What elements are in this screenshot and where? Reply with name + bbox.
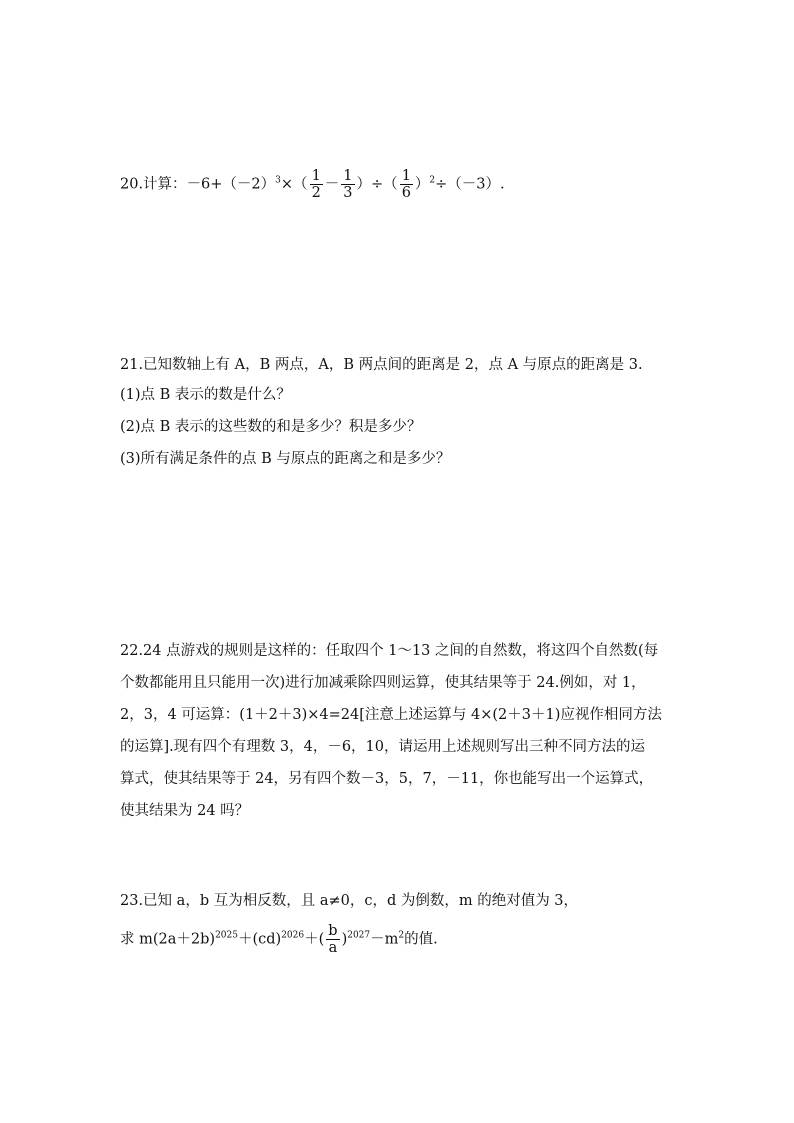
fraction-denominator: 3: [343, 185, 353, 201]
question-21-stem: 21.已知数轴上有 A，B 两点，A，B 两点间的距离是 2，点 A 与原点的距离是 3.: [120, 357, 643, 373]
fraction-numerator: 1: [343, 168, 353, 184]
fraction-numerator: 1: [401, 168, 411, 184]
question-23-line-2: [120, 923, 438, 956]
fraction-b-over-a: [326, 923, 339, 956]
fraction-one-sixth: [400, 168, 413, 201]
q23-exponent-2: 2: [398, 930, 405, 941]
fraction-numerator: 1: [311, 168, 321, 184]
question-22-line-4: 的运算].现有四个有理数 3，4，－6，10，请运用上述规则写出三种不同方法的运: [120, 739, 645, 755]
fraction-denominator: 6: [401, 185, 411, 201]
q23-exponent-2025: 2025: [215, 930, 238, 941]
q23-expr-a: 求 m(2a＋2b): [120, 931, 216, 948]
q23-expr-b: ＋(cd): [237, 931, 282, 948]
question-21-sub-1: (1)点 B 表示的数是什么？: [120, 387, 291, 403]
q20-exponent-3: 3: [275, 175, 281, 186]
fraction-numerator: b: [328, 923, 338, 939]
q20-minus: －: [324, 176, 340, 193]
q23-expr-c: ＋(: [304, 931, 325, 948]
q23-expr-d: ): [341, 931, 348, 948]
question-23-line-1: 23.已知 a，b 互为相反数，且 a≠0，c，d 为倒数，m 的绝对值为 3，: [120, 893, 579, 909]
question-22-line-3: 2，3，4 可运算：(1＋2＋3)×4=24[注意上述运算与 4×(2＋3＋1)应视作相同方法: [120, 707, 662, 723]
q23-expr-g: 的值.: [404, 931, 438, 948]
question-20: [120, 168, 505, 201]
q23-exponent-2026: 2026: [281, 930, 305, 941]
question-22-line-1: 22.24 点游戏的规则是这样的：任取四个 1～13 之间的自然数，将这四个自然数(每: [120, 643, 659, 659]
fraction-denominator: a: [328, 940, 338, 956]
question-21-sub-3: (3)所有满足条件的点 B 与原点的距离之和是多少？: [120, 451, 451, 467]
q20-expr-part2: ×（: [280, 176, 308, 193]
question-21-sub-2: (2)点 B 表示的这些数的和是多少？积是多少？: [120, 419, 422, 435]
q20-label: 20.计算：: [120, 176, 187, 193]
question-22-line-2: 个数都能用且只能用一次)进行加减乘除四则运算，使其结果等于 24.例如，对 1，: [120, 675, 646, 691]
q23-expr-f: －m: [370, 931, 399, 948]
q20-expr-part1: －6+（－2）: [186, 176, 276, 193]
q20-expr-part3: ）÷（: [356, 176, 398, 193]
fraction-denominator: 2: [311, 185, 321, 201]
fraction-one-third: [341, 168, 354, 201]
fraction-one-half: [310, 168, 323, 201]
question-22-line-5: 算式，使其结果等于 24，另有四个数－3，5，7，－11，你也能写出一个运算式，: [120, 771, 654, 787]
q23-exponent-2027: 2027: [347, 930, 371, 941]
q20-expr-part4: ）: [414, 176, 430, 193]
q20-expr-part5: ÷（－3）.: [435, 176, 505, 193]
question-22-line-6: 使其结果为 24 吗？: [120, 803, 250, 819]
q20-exponent-2: 2: [429, 175, 436, 186]
